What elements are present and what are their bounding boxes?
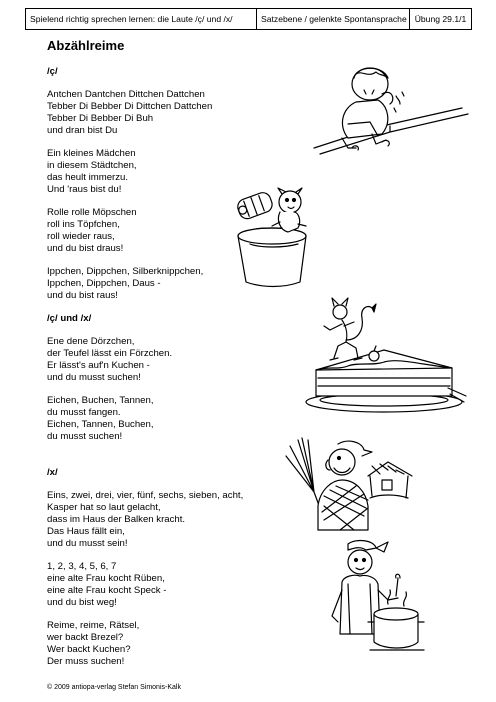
stanza <box>47 490 307 550</box>
stanza <box>47 395 307 443</box>
verse-line: du musst fangen. <box>47 407 121 418</box>
verse-line: Ippchen, Dippchen, Silberknippchen, <box>47 266 204 277</box>
verse-line: Eins, zwei, drei, vier, fünf, sechs, sieben, acht, <box>47 490 244 501</box>
verse-line: Ippchen, Dippchen, Daus - <box>47 278 161 289</box>
verse-line: Das Haus fällt ein, <box>47 526 125 537</box>
pug-pot-illustration <box>232 180 318 290</box>
verse-line: wer backt Brezel? <box>47 632 124 643</box>
rhymes-content <box>47 38 307 668</box>
verse-line: Reime, reime, Rätsel, <box>47 620 140 631</box>
section-heading-c: /ç/ <box>47 66 58 77</box>
verse-line: Wer backt Kuchen? <box>47 644 131 655</box>
stanza <box>47 620 307 668</box>
devil-cake-illustration <box>298 296 468 416</box>
section-heading-x: /x/ <box>47 467 58 478</box>
verse-line: Eichen, Buchen, Tannen, <box>47 395 154 406</box>
verse-line: Ein kleines Mädchen <box>47 148 136 159</box>
verse-line: Tebber Di Bebber Di Dittchen Dattchen <box>47 101 213 112</box>
page-title: Abzählreime <box>47 38 125 53</box>
header-table <box>25 8 472 30</box>
verse-line: dass im Haus der Balken kracht. <box>47 514 186 525</box>
verse-line: und du bist raus! <box>47 290 118 301</box>
verse-line: und du bist draus! <box>47 243 124 254</box>
verse-line: Rolle rolle Möpschen <box>47 207 137 218</box>
stanza <box>47 89 307 137</box>
verse-line: du musst suchen! <box>47 431 123 442</box>
verse-line: der Teufel lässt ein Förzchen. <box>47 348 173 359</box>
verse-line: und du musst suchen! <box>47 372 141 383</box>
kasper-house-illustration <box>284 436 414 532</box>
header-title: Spielend richtig sprechen lernen: die Laute /ç/ und /x/ <box>26 9 257 29</box>
verse-line: roll wieder raus, <box>47 231 115 242</box>
verse-line: roll ins Töpfchen, <box>47 219 120 230</box>
copyright-footer: © 2009 antiopa-verlag Stefan Simonis-Kalk <box>47 684 181 691</box>
verse-line: und du bist weg! <box>47 597 117 608</box>
verse-line: und du musst sein! <box>47 538 128 549</box>
verse-line: Kasper hat so laut gelacht, <box>47 502 161 513</box>
verse-line: Eichen, Tannen, Buchen, <box>47 419 154 430</box>
verse-line: eine alte Frau kocht Speck - <box>47 585 167 596</box>
verse-line: Er lässt's auf'n Kuchen - <box>47 360 150 371</box>
stanza <box>47 561 307 609</box>
header-level: Satzebene / gelenkte Spontansprache <box>257 9 410 29</box>
verse-line: Tebber Di Bebber Di Buh <box>47 113 154 124</box>
verse-line: das heult immerzu. <box>47 172 129 183</box>
header-exercise: Übung 29.1/1 <box>414 14 467 24</box>
verse-line: Ene dene Dörzchen, <box>47 336 135 347</box>
verse-line: Und 'raus bist du! <box>47 184 122 195</box>
verse-line: in diesem Städtchen, <box>47 160 137 171</box>
crying-girl-illustration <box>312 64 472 160</box>
verse-line: eine alte Frau kocht Rüben, <box>47 573 165 584</box>
woman-cooking-illustration <box>314 538 426 654</box>
verse-line: Antchen Dantchen Dittchen Dattchen <box>47 89 205 100</box>
stanza <box>47 336 307 384</box>
section-heading-c-x: /ç/ und /x/ <box>47 313 92 324</box>
verse-line: 1, 2, 3, 4, 5, 6, 7 <box>47 561 117 572</box>
verse-line: Der muss suchen! <box>47 656 125 667</box>
verse-line: und dran bist Du <box>47 125 118 136</box>
